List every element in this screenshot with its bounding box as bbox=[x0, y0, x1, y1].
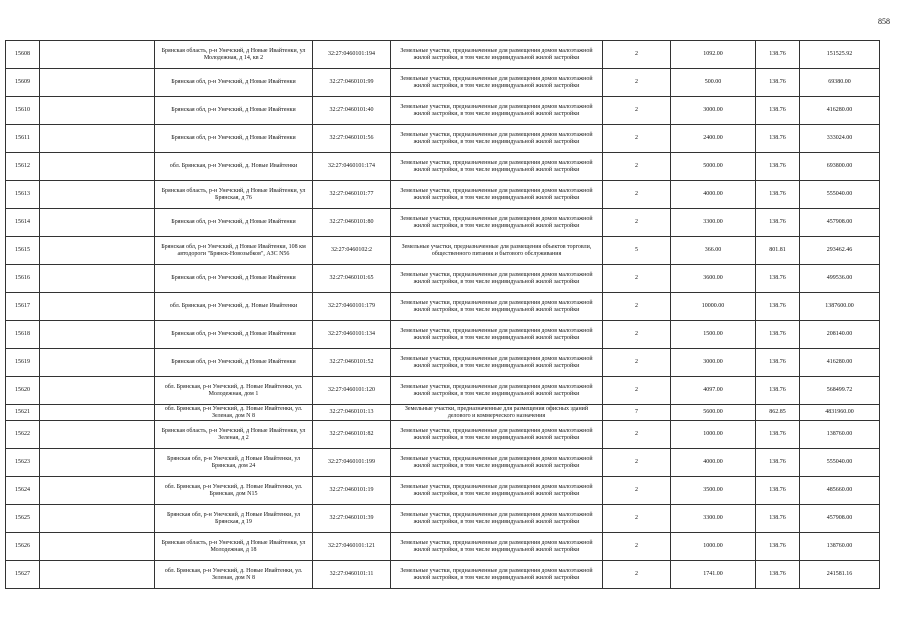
rate-cell: 138.76 bbox=[756, 293, 800, 321]
land-use-cell: Земельные участки, предназначенные для размещения домов малоэтажной жилой застройки, в том числе индивидуальной жилой застройки bbox=[391, 181, 603, 209]
land-use-cell: Земельные участки, предназначенные для размещения домов малоэтажной жилой застройки, в том числе индивидуальной жилой застройки bbox=[391, 209, 603, 237]
table-row bbox=[6, 153, 880, 181]
table-row bbox=[6, 449, 880, 477]
rate-cell: 138.76 bbox=[756, 477, 800, 505]
blank-cell bbox=[40, 181, 155, 209]
blank-cell bbox=[40, 265, 155, 293]
cadastral-number-cell: 32:27:0460101:39 bbox=[313, 505, 391, 533]
address-cell: Брянская область, р-н Унечский, д Новые Ивайтенки, ул Зеленая, д 2 bbox=[155, 421, 313, 449]
table-row bbox=[6, 505, 880, 533]
address-cell: Брянская обл, р-н Унечский, д Новые Ивайтенки bbox=[155, 321, 313, 349]
blank-cell bbox=[40, 477, 155, 505]
table-row bbox=[6, 209, 880, 237]
cadastral-number-cell: 32:27:0460101:199 bbox=[313, 449, 391, 477]
cadastral-value-cell: 208140.00 bbox=[800, 321, 880, 349]
record-number: 15625 bbox=[6, 505, 40, 533]
land-use-cell: Земельные участки, предназначенные для размещения домов малоэтажной жилой застройки, в том числе индивидуальной жилой застройки bbox=[391, 97, 603, 125]
table-row bbox=[6, 421, 880, 449]
land-use-cell: Земельные участки, предназначенные для размещения домов малоэтажной жилой застройки, в том числе индивидуальной жилой застройки bbox=[391, 505, 603, 533]
cadastral-number-cell: 32:27:0460101:52 bbox=[313, 349, 391, 377]
cadastral-value-cell: 416280.00 bbox=[800, 349, 880, 377]
record-number: 15619 bbox=[6, 349, 40, 377]
page-number: 858 bbox=[878, 17, 890, 26]
cadastral-value-cell: 568499.72 bbox=[800, 377, 880, 405]
area-cell: 4000.00 bbox=[671, 181, 756, 209]
area-cell: 10000.00 bbox=[671, 293, 756, 321]
rate-cell: 138.76 bbox=[756, 41, 800, 69]
table-row bbox=[6, 293, 880, 321]
address-cell: обл. Брянская, р-н Унечский, д. Новые Ивайтенки, ул. Молодежная, дом 1 bbox=[155, 377, 313, 405]
record-number: 15627 bbox=[6, 561, 40, 589]
area-cell: 1000.00 bbox=[671, 533, 756, 561]
blank-cell bbox=[40, 561, 155, 589]
blank-cell bbox=[40, 209, 155, 237]
area-cell: 3300.00 bbox=[671, 209, 756, 237]
rate-cell: 138.76 bbox=[756, 265, 800, 293]
cadastral-value-cell: 555040.00 bbox=[800, 181, 880, 209]
area-cell: 2400.00 bbox=[671, 125, 756, 153]
address-cell: Брянская обл, р-н Унечский, д Новые Ивайтенки bbox=[155, 69, 313, 97]
cadastral-value-cell: 333024.00 bbox=[800, 125, 880, 153]
cadastral-value-cell: 1387600.00 bbox=[800, 293, 880, 321]
cadastral-value-cell: 138760.00 bbox=[800, 421, 880, 449]
cadastral-value-cell: 555040.00 bbox=[800, 449, 880, 477]
rate-cell: 138.76 bbox=[756, 377, 800, 405]
record-number: 15611 bbox=[6, 125, 40, 153]
land-use-cell: Земельные участки, предназначенные для размещения домов малоэтажной жилой застройки, в том числе индивидуальной жилой застройки bbox=[391, 533, 603, 561]
land-use-cell: Земельные участки, предназначенные для размещения домов малоэтажной жилой застройки, в том числе индивидуальной жилой застройки bbox=[391, 153, 603, 181]
record-number: 15620 bbox=[6, 377, 40, 405]
cadastral-value-cell: 416280.00 bbox=[800, 97, 880, 125]
group-cell: 2 bbox=[603, 69, 671, 97]
cadastral-number-cell: 32:27:0460101:174 bbox=[313, 153, 391, 181]
address-cell: Брянская область, р-н Унечский, д Новые Ивайтенки, ул Молодежная, д 18 bbox=[155, 533, 313, 561]
group-cell: 2 bbox=[603, 321, 671, 349]
table-row bbox=[6, 349, 880, 377]
table-row bbox=[6, 321, 880, 349]
rate-cell: 138.76 bbox=[756, 349, 800, 377]
area-cell: 5600.00 bbox=[671, 405, 756, 421]
blank-cell bbox=[40, 405, 155, 421]
cadastral-value-cell: 69380.00 bbox=[800, 69, 880, 97]
area-cell: 1000.00 bbox=[671, 421, 756, 449]
land-use-cell: Земельные участки, предназначенные для размещения домов малоэтажной жилой застройки, в том числе индивидуальной жилой застройки bbox=[391, 125, 603, 153]
group-cell: 2 bbox=[603, 209, 671, 237]
rate-cell: 138.76 bbox=[756, 125, 800, 153]
land-use-cell: Земельные участки, предназначенные для размещения домов малоэтажной жилой застройки, в том числе индивидуальной жилой застройки bbox=[391, 377, 603, 405]
group-cell: 2 bbox=[603, 477, 671, 505]
area-cell: 1092.00 bbox=[671, 41, 756, 69]
record-number: 15622 bbox=[6, 421, 40, 449]
rate-cell: 138.76 bbox=[756, 97, 800, 125]
rate-cell: 138.76 bbox=[756, 561, 800, 589]
cadastral-value-cell: 293462.46 bbox=[800, 237, 880, 265]
table-row bbox=[6, 181, 880, 209]
cadastral-number-cell: 32:27:0460101:121 bbox=[313, 533, 391, 561]
table-row bbox=[6, 477, 880, 505]
address-cell: обл. Брянская, р-н Унечский, д. Новые Ивайтенки, ул. Брянская, дом N15 bbox=[155, 477, 313, 505]
address-cell: Брянская обл, р-н Унечский, д Новые Ивайтенки bbox=[155, 265, 313, 293]
rate-cell: 138.76 bbox=[756, 69, 800, 97]
address-cell: Брянская обл, р-н Унечский, д Новые Ивайтенки, ул Брянская, дом 24 bbox=[155, 449, 313, 477]
record-number: 15608 bbox=[6, 41, 40, 69]
rate-cell: 138.76 bbox=[756, 421, 800, 449]
group-cell: 2 bbox=[603, 377, 671, 405]
cadastral-number-cell: 32:27:0460101:40 bbox=[313, 97, 391, 125]
area-cell: 5000.00 bbox=[671, 153, 756, 181]
blank-cell bbox=[40, 125, 155, 153]
cadastral-number-cell: 32:27:0460101:13 bbox=[313, 405, 391, 421]
rate-cell: 801.81 bbox=[756, 237, 800, 265]
address-cell: Брянская обл, р-н Унечский, д Новые Ивайтенки bbox=[155, 97, 313, 125]
blank-cell bbox=[40, 533, 155, 561]
blank-cell bbox=[40, 321, 155, 349]
record-number: 15609 bbox=[6, 69, 40, 97]
blank-cell bbox=[40, 293, 155, 321]
land-use-cell: Земельные участки, предназначенные для размещения офисных зданий делового и коммерческого назначения bbox=[391, 405, 603, 421]
address-cell: Брянская обл, р-н Унечский, д Новые Ивайтенки bbox=[155, 349, 313, 377]
area-cell: 3000.00 bbox=[671, 97, 756, 125]
rate-cell: 138.76 bbox=[756, 321, 800, 349]
area-cell: 4000.00 bbox=[671, 449, 756, 477]
blank-cell bbox=[40, 449, 155, 477]
cadastral-number-cell: 32:27:0460101:19 bbox=[313, 477, 391, 505]
record-number: 15610 bbox=[6, 97, 40, 125]
area-cell: 3600.00 bbox=[671, 265, 756, 293]
cadastral-value-table bbox=[5, 40, 880, 589]
group-cell: 2 bbox=[603, 561, 671, 589]
group-cell: 2 bbox=[603, 265, 671, 293]
area-cell: 1500.00 bbox=[671, 321, 756, 349]
group-cell: 2 bbox=[603, 97, 671, 125]
cadastral-number-cell: 32:27:0460101:120 bbox=[313, 377, 391, 405]
record-number: 15621 bbox=[6, 405, 40, 421]
cadastral-value-cell: 693800.00 bbox=[800, 153, 880, 181]
table-row bbox=[6, 265, 880, 293]
group-cell: 2 bbox=[603, 505, 671, 533]
group-cell: 5 bbox=[603, 237, 671, 265]
record-number: 15614 bbox=[6, 209, 40, 237]
group-cell: 2 bbox=[603, 533, 671, 561]
cadastral-value-cell: 4831960.00 bbox=[800, 405, 880, 421]
group-cell: 2 bbox=[603, 349, 671, 377]
rate-cell: 138.76 bbox=[756, 209, 800, 237]
table-row bbox=[6, 405, 880, 421]
blank-cell bbox=[40, 41, 155, 69]
record-number: 15612 bbox=[6, 153, 40, 181]
table-row bbox=[6, 69, 880, 97]
cadastral-number-cell: 32:27:0460101:194 bbox=[313, 41, 391, 69]
cadastral-number-cell: 32:27:0460101:82 bbox=[313, 421, 391, 449]
table-row bbox=[6, 561, 880, 589]
blank-cell bbox=[40, 237, 155, 265]
table-row bbox=[6, 377, 880, 405]
rate-cell: 138.76 bbox=[756, 181, 800, 209]
land-use-cell: Земельные участки, предназначенные для размещения домов малоэтажной жилой застройки, в том числе индивидуальной жилой застройки bbox=[391, 477, 603, 505]
blank-cell bbox=[40, 505, 155, 533]
table-row bbox=[6, 125, 880, 153]
cadastral-number-cell: 32:27:0460101:65 bbox=[313, 265, 391, 293]
address-cell: Брянская обл, р-н Унечский, д Новые Ивайтенки, 108 км автодороги "Брянск-Новозыбков", АЗС N56 bbox=[155, 237, 313, 265]
record-number: 15618 bbox=[6, 321, 40, 349]
rate-cell: 138.76 bbox=[756, 153, 800, 181]
land-use-cell: Земельные участки, предназначенные для размещения домов малоэтажной жилой застройки, в том числе индивидуальной жилой застройки bbox=[391, 69, 603, 97]
address-cell: Брянская область, р-н Унечский, д Новые Ивайтенки, ул Молодежная, д 14, кв 2 bbox=[155, 41, 313, 69]
record-number: 15624 bbox=[6, 477, 40, 505]
group-cell: 2 bbox=[603, 125, 671, 153]
cadastral-value-cell: 151525.92 bbox=[800, 41, 880, 69]
group-cell: 2 bbox=[603, 293, 671, 321]
rate-cell: 862.85 bbox=[756, 405, 800, 421]
table-row bbox=[6, 41, 880, 69]
area-cell: 366.00 bbox=[671, 237, 756, 265]
cadastral-value-cell: 457908.00 bbox=[800, 209, 880, 237]
rate-cell: 138.76 bbox=[756, 533, 800, 561]
land-use-cell: Земельные участки, предназначенные для размещения домов малоэтажной жилой застройки, в том числе индивидуальной жилой застройки bbox=[391, 561, 603, 589]
address-cell: обл. Брянская, р-н Унечский, д. Новые Ивайтенки bbox=[155, 293, 313, 321]
record-number: 15626 bbox=[6, 533, 40, 561]
table-row bbox=[6, 533, 880, 561]
cadastral-value-cell: 241581.16 bbox=[800, 561, 880, 589]
land-use-cell: Земельные участки, предназначенные для размещения объектов торговли, общественного питания и бытового обслуживания bbox=[391, 237, 603, 265]
record-number: 15617 bbox=[6, 293, 40, 321]
area-cell: 3500.00 bbox=[671, 477, 756, 505]
blank-cell bbox=[40, 349, 155, 377]
land-use-cell: Земельные участки, предназначенные для размещения домов малоэтажной жилой застройки, в том числе индивидуальной жилой застройки bbox=[391, 321, 603, 349]
cadastral-number-cell: 32:27:0460101:77 bbox=[313, 181, 391, 209]
area-cell: 500.00 bbox=[671, 69, 756, 97]
land-use-cell: Земельные участки, предназначенные для размещения домов малоэтажной жилой застройки, в том числе индивидуальной жилой застройки bbox=[391, 41, 603, 69]
table-row bbox=[6, 237, 880, 265]
cadastral-number-cell: 32:27:0460102:2 bbox=[313, 237, 391, 265]
area-cell: 3300.00 bbox=[671, 505, 756, 533]
group-cell: 7 bbox=[603, 405, 671, 421]
address-cell: обл. Брянская, р-н Унечский, д. Новые Ивайтенки, ул. Зеленая, дом N 8 bbox=[155, 561, 313, 589]
record-number: 15623 bbox=[6, 449, 40, 477]
land-use-cell: Земельные участки, предназначенные для размещения домов малоэтажной жилой застройки, в том числе индивидуальной жилой застройки bbox=[391, 349, 603, 377]
land-use-cell: Земельные участки, предназначенные для размещения домов малоэтажной жилой застройки, в том числе индивидуальной жилой застройки bbox=[391, 421, 603, 449]
address-cell: Брянская обл, р-н Унечский, д Новые Ивайтенки, ул Брянская, д 19 bbox=[155, 505, 313, 533]
address-cell: обл. Брянская, р-н Унечский, д. Новые Ивайтенки bbox=[155, 153, 313, 181]
cadastral-value-cell: 138760.00 bbox=[800, 533, 880, 561]
cadastral-value-cell: 457908.00 bbox=[800, 505, 880, 533]
cadastral-number-cell: 32:27:0460101:56 bbox=[313, 125, 391, 153]
group-cell: 2 bbox=[603, 41, 671, 69]
address-cell: обл. Брянская, р-н Унечский, д. Новые Ивайтенки, ул. Зеленая, дом N 8 bbox=[155, 405, 313, 421]
land-use-cell: Земельные участки, предназначенные для размещения домов малоэтажной жилой застройки, в том числе индивидуальной жилой застройки bbox=[391, 293, 603, 321]
blank-cell bbox=[40, 97, 155, 125]
record-number: 15615 bbox=[6, 237, 40, 265]
group-cell: 2 bbox=[603, 181, 671, 209]
blank-cell bbox=[40, 153, 155, 181]
group-cell: 2 bbox=[603, 421, 671, 449]
blank-cell bbox=[40, 421, 155, 449]
area-cell: 1741.00 bbox=[671, 561, 756, 589]
cadastral-value-cell: 499536.00 bbox=[800, 265, 880, 293]
land-use-cell: Земельные участки, предназначенные для размещения домов малоэтажной жилой застройки, в том числе индивидуальной жилой застройки bbox=[391, 265, 603, 293]
rate-cell: 138.76 bbox=[756, 505, 800, 533]
address-cell: Брянская обл, р-н Унечский, д Новые Ивайтенки bbox=[155, 209, 313, 237]
table-row bbox=[6, 97, 880, 125]
cadastral-number-cell: 32:27:0460101:179 bbox=[313, 293, 391, 321]
record-number: 15616 bbox=[6, 265, 40, 293]
cadastral-value-cell: 485660.00 bbox=[800, 477, 880, 505]
cadastral-number-cell: 32:27:0460101:11 bbox=[313, 561, 391, 589]
area-cell: 4097.00 bbox=[671, 377, 756, 405]
cadastral-number-cell: 32:27:0460101:99 bbox=[313, 69, 391, 97]
area-cell: 3000.00 bbox=[671, 349, 756, 377]
group-cell: 2 bbox=[603, 449, 671, 477]
land-use-cell: Земельные участки, предназначенные для размещения домов малоэтажной жилой застройки, в том числе индивидуальной жилой застройки bbox=[391, 449, 603, 477]
blank-cell bbox=[40, 377, 155, 405]
group-cell: 2 bbox=[603, 153, 671, 181]
cadastral-number-cell: 32:27:0460101:134 bbox=[313, 321, 391, 349]
record-number: 15613 bbox=[6, 181, 40, 209]
address-cell: Брянская область, р-н Унечский, д Новые Ивайтенки, ул Брянская, д 76 bbox=[155, 181, 313, 209]
rate-cell: 138.76 bbox=[756, 449, 800, 477]
address-cell: Брянская обл, р-н Унечский, д Новые Ивайтенки bbox=[155, 125, 313, 153]
cadastral-number-cell: 32:27:0460101:80 bbox=[313, 209, 391, 237]
blank-cell bbox=[40, 69, 155, 97]
